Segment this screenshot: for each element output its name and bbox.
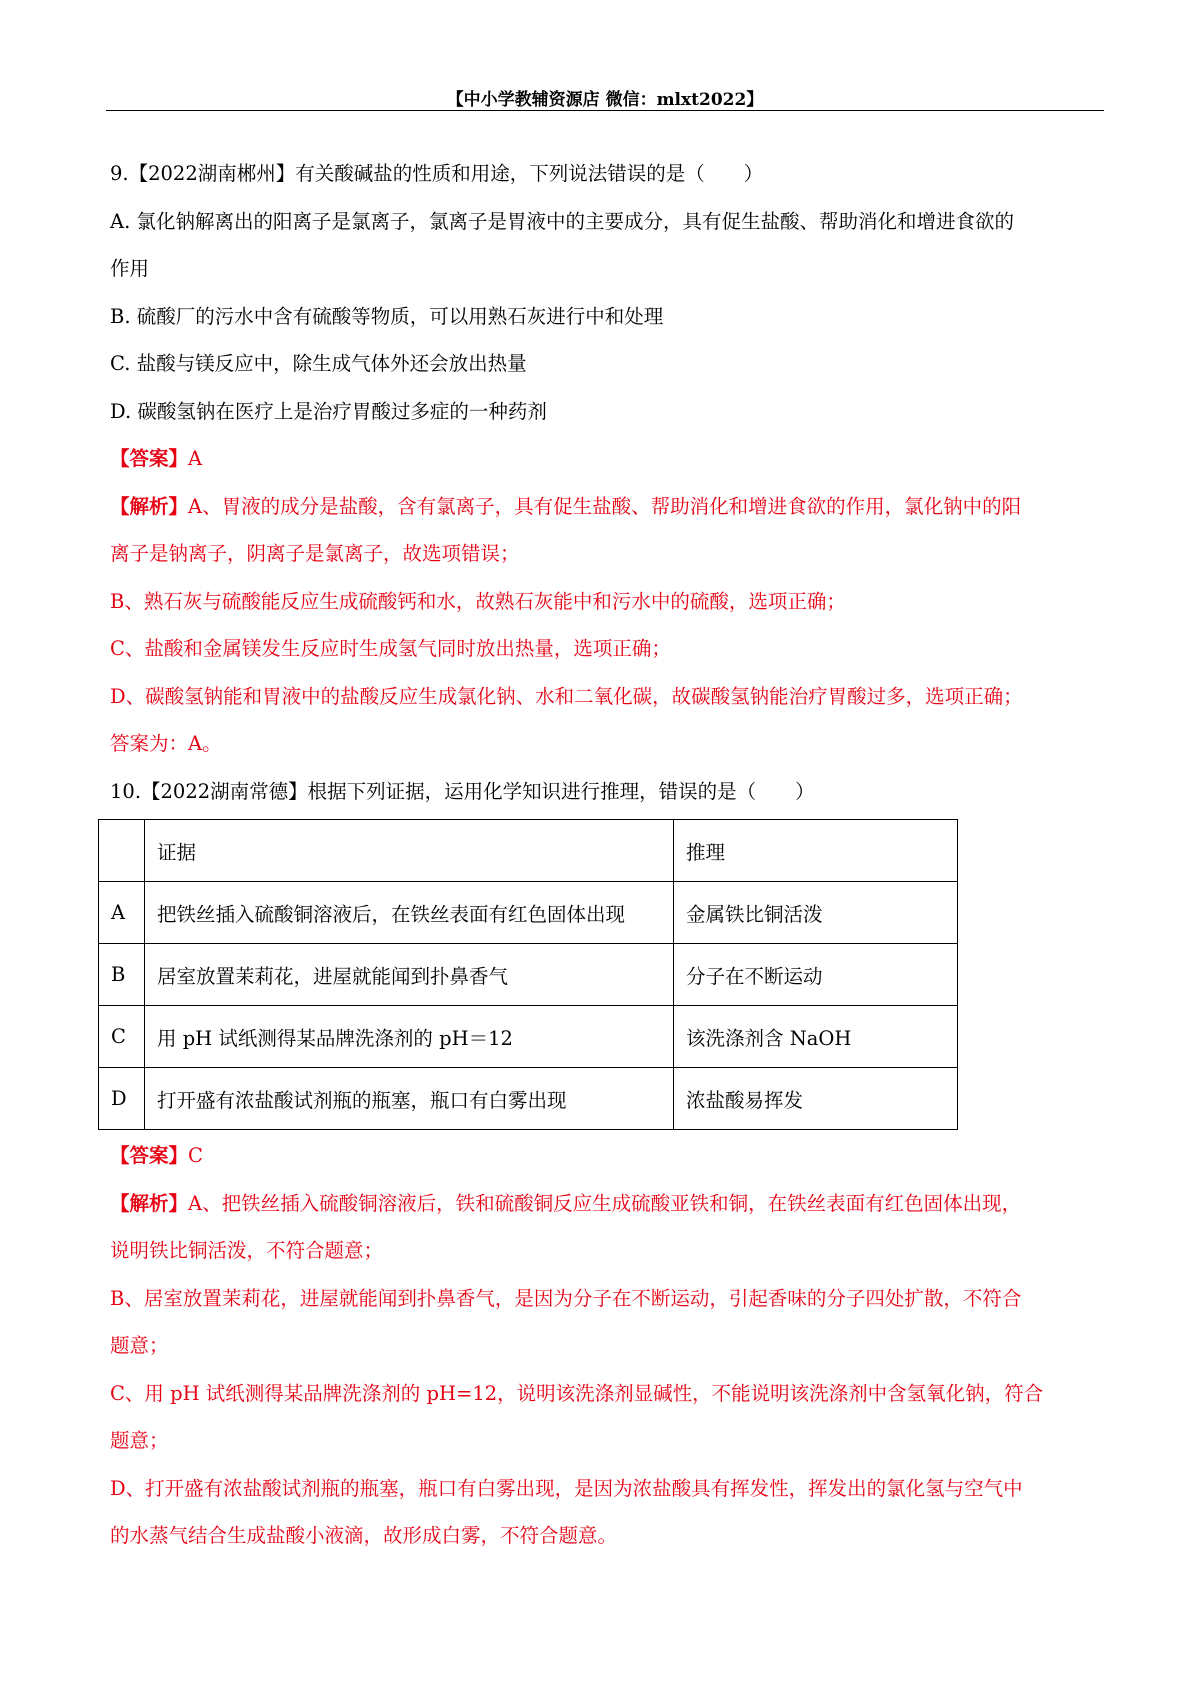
q9-option-c: C. 盐酸与镁反应中，除生成气体外还会放出热量 [110,352,527,375]
row-inference: 浓盐酸易挥发 [674,1068,958,1130]
row-label: B [99,944,145,1006]
row-inference: 该洗涤剂含 NaOH [674,1006,958,1068]
q9-analysis-label: 【解析】 [110,494,189,518]
q10-answer [110,1132,1104,1180]
q10-answer-label: 【答案】 [110,1144,189,1167]
q9-option-a-cont: 作用 [110,257,150,280]
row-label: C [99,1006,145,1068]
table-row [99,1068,958,1130]
row-evidence: 居室放置茉莉花，进屋就能闻到扑鼻香气 [145,944,674,1006]
table-row [99,882,958,944]
row-inference: 分子在不断运动 [674,944,958,1006]
q9-answer-value: A [188,447,203,470]
q10-analysis-text-1: A、把铁丝插入硫酸铜溶液后，铁和硫酸铜反应生成硫酸亚铁和铜，在铁丝表面有红色固体出现， [188,1191,1022,1215]
q9-answer-label: 【答案】 [110,447,189,470]
table-header-evidence: 证据 [145,820,674,882]
table-header-cell [99,820,145,882]
q10-evidence-table [98,819,958,1130]
q9-option-d: D. 碳酸氢钠在医疗上是治疗胃酸过多症的一种药剂 [110,399,547,423]
table-header-inference: 推理 [674,820,958,882]
q9-stem: 9.【2022湖南郴州】有关酸碱盐的性质和用途，下列说法错误的是（ ） [110,162,764,185]
q9-conclusion: 答案为：A。 [110,732,222,755]
q10-stem: 10.【2022湖南常德】根据下列证据，运用化学知识进行推理，错误的是（ ） [110,779,815,803]
q9-option-b: B. 硫酸厂的污水中含有硫酸等物质，可以用熟石灰进行中和处理 [110,304,664,328]
row-label: D [99,1068,145,1130]
q10-analysis-8: 的水蒸气结合生成盐酸小液滴，故形成白雾，不符合题意。 [110,1524,618,1547]
row-inference: 金属铁比铜活泼 [674,882,958,944]
q10-analysis-3: B、居室放置茉莉花，进屋就能闻到扑鼻香气，是因为分子在不断运动，引起香味的分子四处扩散，不符合 [110,1286,1022,1310]
q9-analysis-text-1: A、胃液的成分是盐酸，含有氯离子，具有促生盐酸、帮助消化和增进食欲的作用，氯化钠中的阳 [188,494,1022,518]
page-header: 【中小学教辅资源店 微信：mlxt2022】 [446,90,764,110]
q9-analysis-4: C、盐酸和金属镁发生反应时生成氢气同时放出热量，选项正确； [110,637,671,660]
row-evidence: 把铁丝插入硫酸铜溶液后，在铁丝表面有红色固体出现 [145,882,674,944]
q10-analysis-7: D、打开盛有浓盐酸试剂瓶的瓶塞，瓶口有白雾出现，是因为浓盐酸具有挥发性，挥发出的氯化氢与空气中 [110,1476,1023,1500]
row-evidence: 打开盛有浓盐酸试剂瓶的瓶塞，瓶口有白雾出现 [145,1068,674,1130]
q10-analysis-5: C、用 pH 试纸测得某品牌洗涤剂的 pH=12，说明该洗涤剂显碱性，不能说明该洗涤剂中含氢氧化钠，符合 [110,1381,1044,1405]
q10-analysis-1 [110,1180,1104,1228]
table-row [99,1006,958,1068]
document-body [110,150,1104,1560]
row-evidence: 用 pH 试纸测得某品牌洗涤剂的 pH＝12 [145,1006,674,1068]
q10-analysis-2: 说明铁比铜活泼，不符合题意； [110,1239,384,1262]
table-header-row [99,820,958,882]
q10-analysis-6: 题意； [110,1429,169,1452]
q9-analysis-3: B、熟石灰与硫酸能反应生成硫酸钙和水，故熟石灰能中和污水中的硫酸，选项正确； [110,589,846,613]
q9-option-a: A. 氯化钠解离出的阳离子是氯离子，氯离子是胃液中的主要成分，具有促生盐酸、帮助消化和增进食欲的 [110,209,1014,233]
header-divider [106,110,1104,111]
table-row [99,944,958,1006]
q9-analysis-5: D、碳酸氢钠能和胃液中的盐酸反应生成氯化钠、水和二氧化碳，故碳酸氢钠能治疗胃酸过多，选项正确； [110,684,1023,708]
q9-analysis-2: 离子是钠离子，阴离子是氯离子，故选项错误； [110,542,520,565]
q10-analysis-label: 【解析】 [110,1191,189,1215]
q10-analysis-4: 题意； [110,1334,169,1357]
q9-analysis-1 [110,483,1104,531]
row-label: A [99,882,145,944]
q9-answer [110,435,1104,483]
q10-answer-value: C [188,1144,203,1167]
